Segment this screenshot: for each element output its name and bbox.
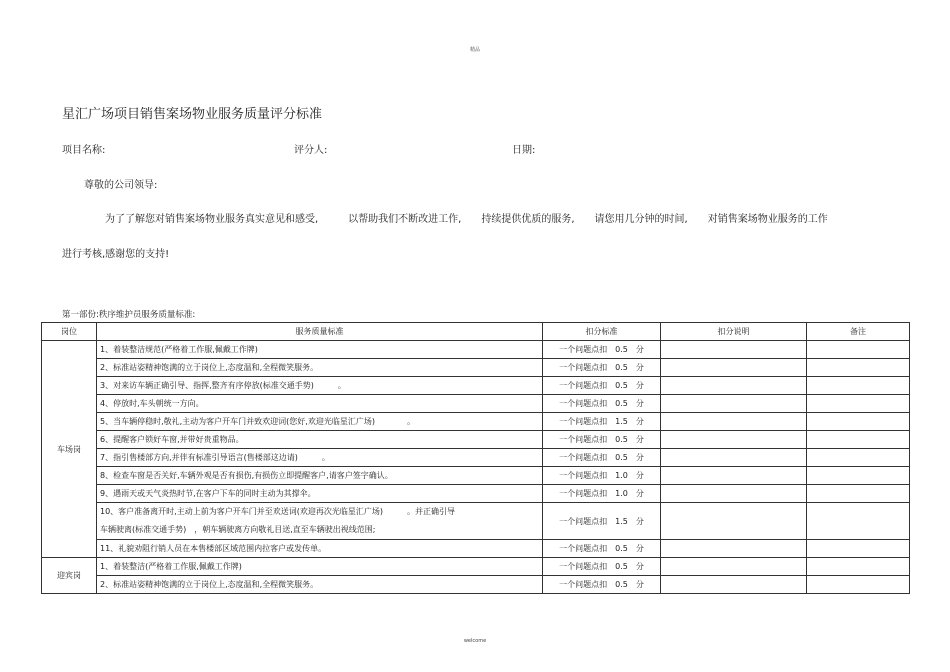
standard-cell: 2、标准站姿精神饱满的立于岗位上,态度温和,全程微笑服务。 bbox=[97, 576, 543, 594]
deduction-note-cell bbox=[661, 377, 807, 395]
position-cell-reception: 迎宾岗 bbox=[42, 558, 97, 594]
deduction-cell: 一个问题点扣 0.5 分 bbox=[543, 449, 661, 467]
standard-cell bbox=[97, 503, 543, 540]
table-row bbox=[42, 449, 910, 467]
part-one-title: 第一部份:秩序维护员服务质量标准: bbox=[62, 310, 196, 320]
table-row bbox=[42, 395, 910, 413]
standard-cell: 7、指引售楼部方向,并伴有标准引导语言(售楼部这边请) 。 bbox=[97, 449, 543, 467]
remarks-cell bbox=[807, 359, 910, 377]
deduction-note-cell bbox=[661, 576, 807, 594]
table-row bbox=[42, 377, 910, 395]
intro-paragraph-line2: 进行考核,感谢您的支持! bbox=[62, 249, 170, 260]
remarks-cell bbox=[807, 576, 910, 594]
table-row bbox=[42, 503, 910, 540]
deduction-note-cell bbox=[661, 485, 807, 503]
deduction-cell: 一个问题点扣 0.5 分 bbox=[543, 431, 661, 449]
deduction-cell: 一个问题点扣 0.5 分 bbox=[543, 359, 661, 377]
remarks-cell bbox=[807, 377, 910, 395]
deduction-cell: 一个问题点扣 1.5 分 bbox=[543, 503, 661, 540]
remarks-cell bbox=[807, 413, 910, 431]
standard-cell: 4、停放时,车头朝统一方向。 bbox=[97, 395, 543, 413]
header-deduction: 扣分标准 bbox=[543, 323, 661, 341]
deduction-cell: 一个问题点扣 1.0 分 bbox=[543, 485, 661, 503]
project-name-label: 项目名称: bbox=[62, 145, 106, 156]
deduction-note-cell bbox=[661, 558, 807, 576]
deduction-note-cell bbox=[661, 431, 807, 449]
standard-cell: 6、提醒客户锁好车窗,并带好贵重物品。 bbox=[97, 431, 543, 449]
header-deduction-note: 扣分说明 bbox=[661, 323, 807, 341]
remarks-cell bbox=[807, 540, 910, 558]
deduction-note-cell bbox=[661, 449, 807, 467]
rater-label: 评分人: bbox=[294, 145, 328, 156]
table-row bbox=[42, 485, 910, 503]
remarks-cell bbox=[807, 449, 910, 467]
deduction-note-cell bbox=[661, 359, 807, 377]
deduction-cell: 一个问题点扣 0.5 分 bbox=[543, 558, 661, 576]
deduction-note-cell bbox=[661, 503, 807, 540]
table-row bbox=[42, 341, 910, 359]
standard-cell: 1、着装整洁(严格着工作服,佩戴工作牌) bbox=[97, 558, 543, 576]
standard-line: 车辆驶离(标准交通手势) ，朝车辆驶离方向敬礼目送,直至车辆驶出视线范围; bbox=[100, 525, 376, 534]
header-position: 岗位 bbox=[42, 323, 97, 341]
table-header-row bbox=[42, 323, 910, 341]
standard-cell: 5、当车辆停稳时,敬礼,主动为客户开车门并致欢迎词(您好,欢迎光临星汇广场) 。 bbox=[97, 413, 543, 431]
table-row bbox=[42, 576, 910, 594]
header-remarks: 备注 bbox=[807, 323, 910, 341]
standard-line: 10、客户准备离开时,主动上前为客户开车门并至欢送词(欢迎再次光临星汇广场) 。并正确引导 bbox=[100, 507, 455, 516]
standard-cell: 1、着装整洁规范(严格着工作服,佩戴工作牌) bbox=[97, 341, 543, 359]
remarks-cell bbox=[807, 503, 910, 540]
standard-cell: 2、标准站姿精神饱满的立于岗位上,态度温和,全程微笑服务。 bbox=[97, 359, 543, 377]
deduction-cell: 一个问题点扣 0.5 分 bbox=[543, 576, 661, 594]
table-row bbox=[42, 359, 910, 377]
deduction-note-cell bbox=[661, 467, 807, 485]
header-standard: 服务质量标准 bbox=[97, 323, 543, 341]
deduction-cell: 一个问题点扣 1.0 分 bbox=[543, 467, 661, 485]
remarks-cell bbox=[807, 395, 910, 413]
standard-cell: 3、对来访车辆正确引导、指挥,整齐有序停放(标准交通手势) 。 bbox=[97, 377, 543, 395]
remarks-cell bbox=[807, 341, 910, 359]
deduction-note-cell bbox=[661, 395, 807, 413]
date-label: 日期: bbox=[512, 145, 536, 156]
greeting: 尊敬的公司领导: bbox=[84, 180, 158, 191]
table-row bbox=[42, 413, 910, 431]
deduction-cell: 一个问题点扣 0.5 分 bbox=[543, 341, 661, 359]
deduction-cell: 一个问题点扣 0.5 分 bbox=[543, 540, 661, 558]
table-row bbox=[42, 540, 910, 558]
deduction-cell: 一个问题点扣 0.5 分 bbox=[543, 395, 661, 413]
remarks-cell bbox=[807, 431, 910, 449]
deduction-note-cell bbox=[661, 413, 807, 431]
document-title: 星汇广场项目销售案场物业服务质量评分标准 bbox=[62, 107, 323, 122]
intro-paragraph-line1: 为了了解您对销售案场物业服务真实意见和感受, 以帮助我们不断改进工作, 持续提供优质的服务, 请您用几分钟的时间, 对销售案场物业服务的工作 bbox=[105, 214, 828, 225]
remarks-cell bbox=[807, 485, 910, 503]
deduction-cell: 一个问题点扣 1.5 分 bbox=[543, 413, 661, 431]
deduction-note-cell bbox=[661, 341, 807, 359]
table-row bbox=[42, 558, 910, 576]
service-standard-table bbox=[41, 322, 910, 594]
deduction-note-cell bbox=[661, 540, 807, 558]
page-footer-mark: welcome bbox=[463, 638, 487, 644]
remarks-cell bbox=[807, 467, 910, 485]
position-cell-parking: 车场岗 bbox=[42, 341, 97, 558]
page-header-mark: 精品 bbox=[469, 47, 480, 53]
standard-cell: 11、礼貌劝阻行销人员在本售楼部区域范围内拉客户或发传单。 bbox=[97, 540, 543, 558]
remarks-cell bbox=[807, 558, 910, 576]
standard-cell: 8、检查车窗是否关好,车辆外观是否有损伤,有损伤立即提醒客户,请客户签字确认。 bbox=[97, 467, 543, 485]
table-row bbox=[42, 431, 910, 449]
standard-cell: 9、遇雨天或天气炎热时节,在客户下车的同时主动为其撑伞。 bbox=[97, 485, 543, 503]
deduction-cell: 一个问题点扣 0.5 分 bbox=[543, 377, 661, 395]
table-row bbox=[42, 467, 910, 485]
